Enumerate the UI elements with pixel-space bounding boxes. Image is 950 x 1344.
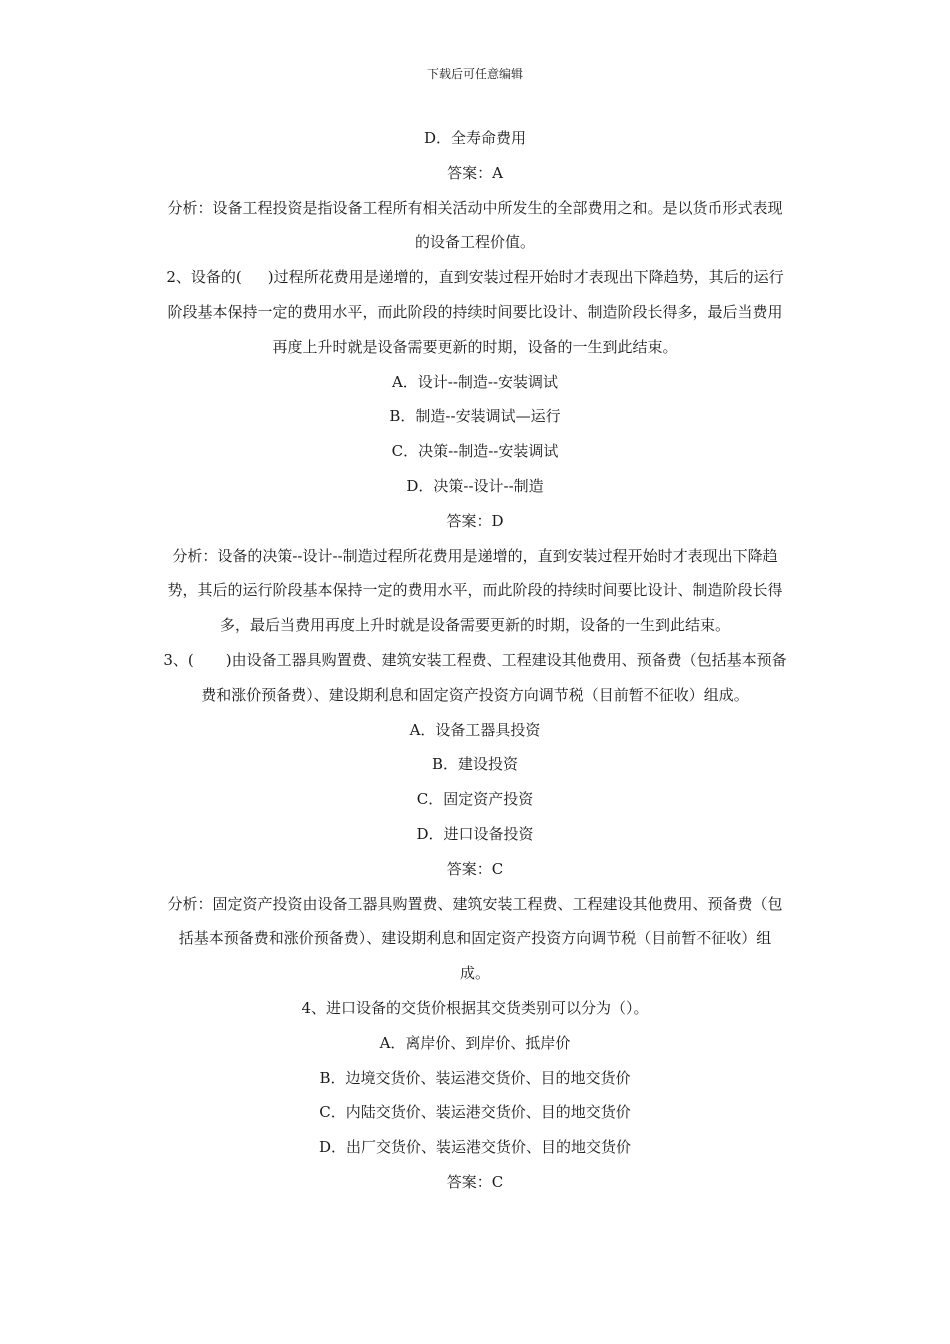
answer-q4: 答案：C [446, 1172, 504, 1191]
question-2-prefix: 2、设备的( [166, 268, 242, 287]
option-a-q3: A．设备工器具投资 [409, 720, 541, 739]
analysis-q3-line3: 成。 [459, 964, 490, 983]
option-b-q4: B．边境交货价、装运港交货价、目的地交货价 [319, 1068, 631, 1087]
document-body [145, 121, 805, 1200]
question-3-line1 [145, 643, 805, 678]
option-c-q3: C．固定资产投资 [416, 790, 534, 809]
page-header: 下载后可任意编辑 [426, 67, 523, 81]
option-d-q1: D．全寿命费用 [423, 129, 527, 147]
option-a-q4: A．离岸价、到岸价、抵岸价 [379, 1033, 571, 1052]
analysis-q3-line2: 括基本预备费和涨价预备费）、建设期利息和固定资产投资方向调节税（目前暂不征收）组 [178, 929, 772, 948]
question-2-line3: 再度上升时就是设备需要更新的时期，设备的一生到此结束。 [272, 337, 678, 356]
answer-q2: 答案：D [446, 511, 504, 530]
analysis-q2-line3: 多，最后当费用再度上升时就是设备需要更新的时期，设备的一生到此结束。 [219, 616, 730, 635]
question-2-line2: 阶段基本保持一定的费用水平，而此阶段的持续时间要比设计、制造阶段长得多，最后当费用 [167, 302, 783, 321]
analysis-q2-line2: 势，其后的运行阶段基本保持一定的费用水平，而此阶段的持续时间要比设计、制造阶段长得 [167, 581, 783, 600]
analysis-q1-line2: 的设备工程价值。 [414, 233, 535, 252]
analysis-q2-line1: 分析：设备的决策--设计--制造过程所花费用是递增的，直到安装过程开始时才表现出下降趋 [172, 546, 778, 565]
option-d-q3: D．进口设备投资 [416, 824, 534, 843]
option-b-q3: B．建设投资 [431, 755, 519, 774]
question-3-line2: 费和涨价预备费）、建设期利息和固定资产投资方向调节税（目前暂不征收）组成。 [201, 685, 749, 704]
answer-q3: 答案：C [446, 859, 504, 878]
question-3-rest: )由设备工器具购置费、建筑安装工程费、工程建设其他费用、预备费（包括基本预备 [225, 650, 787, 669]
option-c-q2: C．决策--制造--安装调试 [391, 442, 559, 461]
answer-q1: 答案：A [447, 163, 503, 182]
analysis-q1-line1: 分析：设备工程投资是指设备工程所有相关活动中所发生的全部费用之和。是以货币形式表现 [167, 198, 783, 217]
option-a-q2: A．设计--制造--安装调试 [391, 372, 559, 391]
analysis-q3-line1: 分析：固定资产投资由设备工器具购置费、建筑安装工程费、工程建设其他费用、预备费（包 [167, 894, 783, 913]
option-b-q2: B．制造--安装调试—运行 [389, 407, 561, 426]
question-4: 4、进口设备的交货价根据其交货类别可以分为（）。 [301, 998, 649, 1017]
option-d-q4: D．出厂交货价、装运港交货价、目的地交货价 [318, 1138, 632, 1157]
question-2-line1 [145, 260, 805, 295]
option-d-q2: D．决策--设计--制造 [406, 476, 544, 495]
option-c-q4: C．内陆交货价、装运港交货价、目的地交货价 [319, 1103, 631, 1122]
question-3-prefix: 3、( [163, 650, 194, 669]
question-2-rest: )过程所花费用是递增的，直到安装过程开始时才表现出下降趋势，其后的运行 [267, 268, 784, 287]
